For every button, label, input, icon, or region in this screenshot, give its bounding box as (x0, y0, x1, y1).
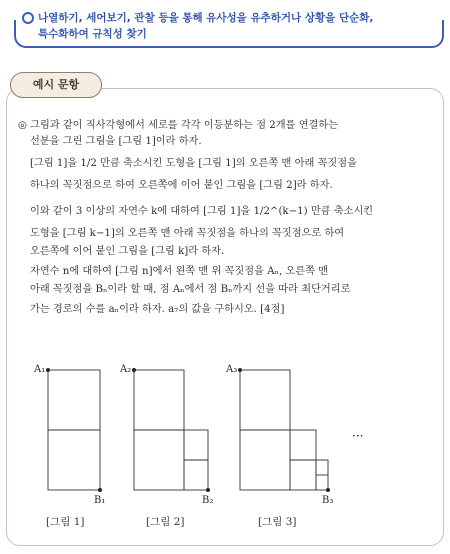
circle-marker-icon: ◎ (18, 120, 27, 131)
problem-line-7: 오른쪽에 이어 붙인 그림을 [그림 k]라 하자. (30, 246, 225, 257)
example-tab: 예시 문항 (10, 72, 102, 98)
problem-line-2: 선분을 그린 그림을 [그림 1]이라 하자. (30, 136, 202, 147)
fig1-point-b (98, 488, 102, 492)
fig2-point-b (206, 488, 210, 492)
objective-line-2: 특수화하여 규칙성 찾기 (38, 28, 147, 40)
problem-line-4: 하나의 꼭짓점으로 하여 오른쪽에 이어 붙인 그림을 [그림 2]라 하자. (30, 180, 333, 191)
problem-line-1: ◎ 그림과 같이 직사각형에서 세로를 각각 이등분하는 점 2개를 연결하는 (18, 120, 339, 131)
problem-line-6: 도형을 [그림 k−1]의 오른쪽 맨 아래 꼭짓점을 하나의 꼭짓점으로 하여 (30, 228, 345, 239)
fig3-point-b (326, 488, 330, 492)
label-a1: A₁ (34, 364, 46, 375)
caption-fig1: [그림 1] (46, 516, 85, 528)
label-b1: B₁ (94, 495, 106, 506)
problem-line-5: 이와 같이 3 이상의 자연수 k에 대하여 [그림 1]을 1/2^(k−1) 만큼 축소시킨 (30, 206, 374, 217)
label-a3: A₃ (226, 364, 238, 375)
problem-line-8: 자연수 n에 대하여 [그림 n]에서 왼쪽 맨 위 꼭짓점을 Aₙ, 오른쪽 맨 (30, 266, 329, 277)
fig3-point-a (238, 368, 242, 372)
ellipsis: ··· (352, 429, 364, 443)
label-b3: B₃ (322, 495, 334, 506)
fig1-point-a (46, 368, 50, 372)
problem-line-9: 아래 꼭짓점을 Bₙ이라 할 때, 점 Aₙ에서 점 Bₙ까지 선을 따라 최단거리로 (30, 284, 351, 295)
problem-line-3: [그림 1]을 1/2 만큼 축소시킨 도형을 [그림 1]의 오른쪽 맨 아래 꼭짓점을 (30, 158, 357, 169)
label-a2: A₂ (120, 364, 132, 375)
caption-fig2: [그림 2] (146, 516, 185, 528)
fig2-point-a (132, 368, 136, 372)
objective-line-1: 나열하기, 세어보기, 관찰 등을 통해 유사성을 유추하거나 상황을 단순화, (38, 12, 374, 24)
problem-line-10: 가는 경로의 수를 aₙ이라 하자. a₇의 값을 구하시오. [4점] (30, 304, 285, 315)
label-b2: B₂ (202, 495, 214, 506)
caption-fig3: [그림 3] (258, 516, 297, 528)
